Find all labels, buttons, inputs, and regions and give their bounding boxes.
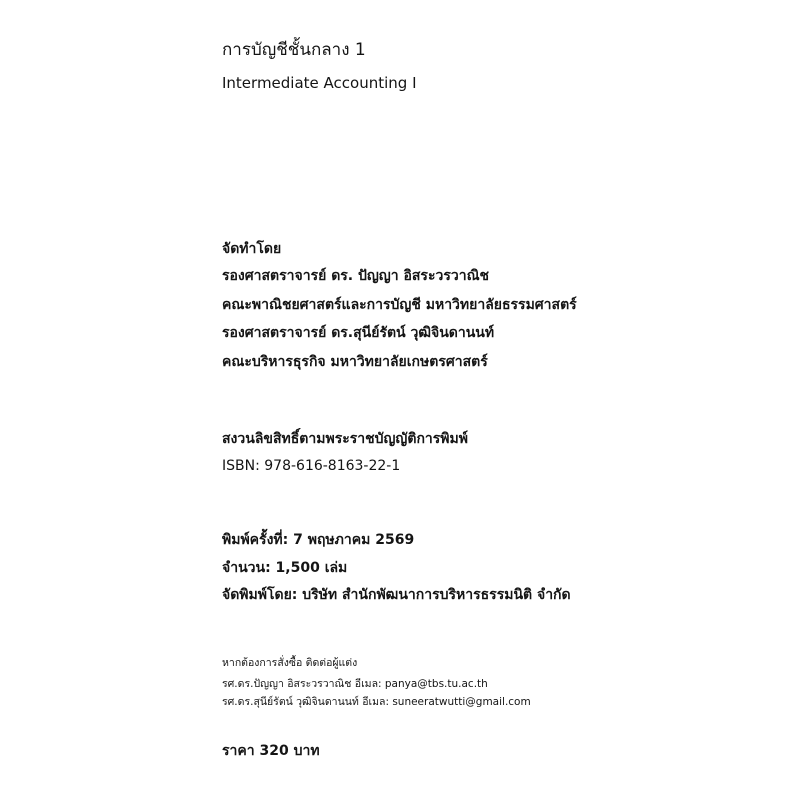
author-1-affiliation: คณะพาณิชยศาสตร์และการบัญชี มหาวิทยาลัยธรรมศาสตร์: [222, 297, 577, 313]
author-2-name: รองศาสตราจารย์ ดร.สุนีย์รัตน์ วุฒิจินดานนท์: [222, 325, 495, 341]
ordering-contact-2: รศ.ดร.สุนีย์รัตน์ วุฒิจินดานนท์ อีเมล: suneeratwutti@gmail.com: [222, 696, 531, 708]
price: ราคา 320 บาท: [222, 743, 320, 759]
ordering-heading: หากต้องการสั่งซื้อ ติดต่อผู้แต่ง: [222, 657, 358, 669]
author-1-name: รองศาสตราจารย์ ดร. ปัญญา อิสระวรวาณิช: [222, 268, 490, 284]
book-title-thai: การบัญชีชั้นกลาง 1: [222, 40, 366, 60]
print-quantity: จำนวน: 1,500 เล่ม: [222, 560, 348, 576]
copyright-notice: สงวนลิขสิทธิ์ตามพระราชบัญญัติการพิมพ์: [222, 431, 468, 447]
printer-info: จัดพิมพ์โดย: บริษัท สำนักพัฒนาการบริหารธรรมนิติ จำกัด: [222, 587, 571, 603]
edition-info: พิมพ์ครั้งที่: 7 พฤษภาคม 2569: [222, 532, 415, 548]
isbn: ISBN: 978-616-8163-22-1: [222, 458, 401, 474]
book-title-english: Intermediate Accounting I: [222, 74, 417, 92]
ordering-contact-1: รศ.ดร.ปัญญา อิสระวรวาณิช อีเมล: panya@tbs.tu.ac.th: [222, 678, 488, 690]
prepared-by-heading: จัดทำโดย: [222, 241, 282, 257]
author-2-affiliation: คณะบริหารธุรกิจ มหาวิทยาลัยเกษตรศาสตร์: [222, 354, 488, 370]
